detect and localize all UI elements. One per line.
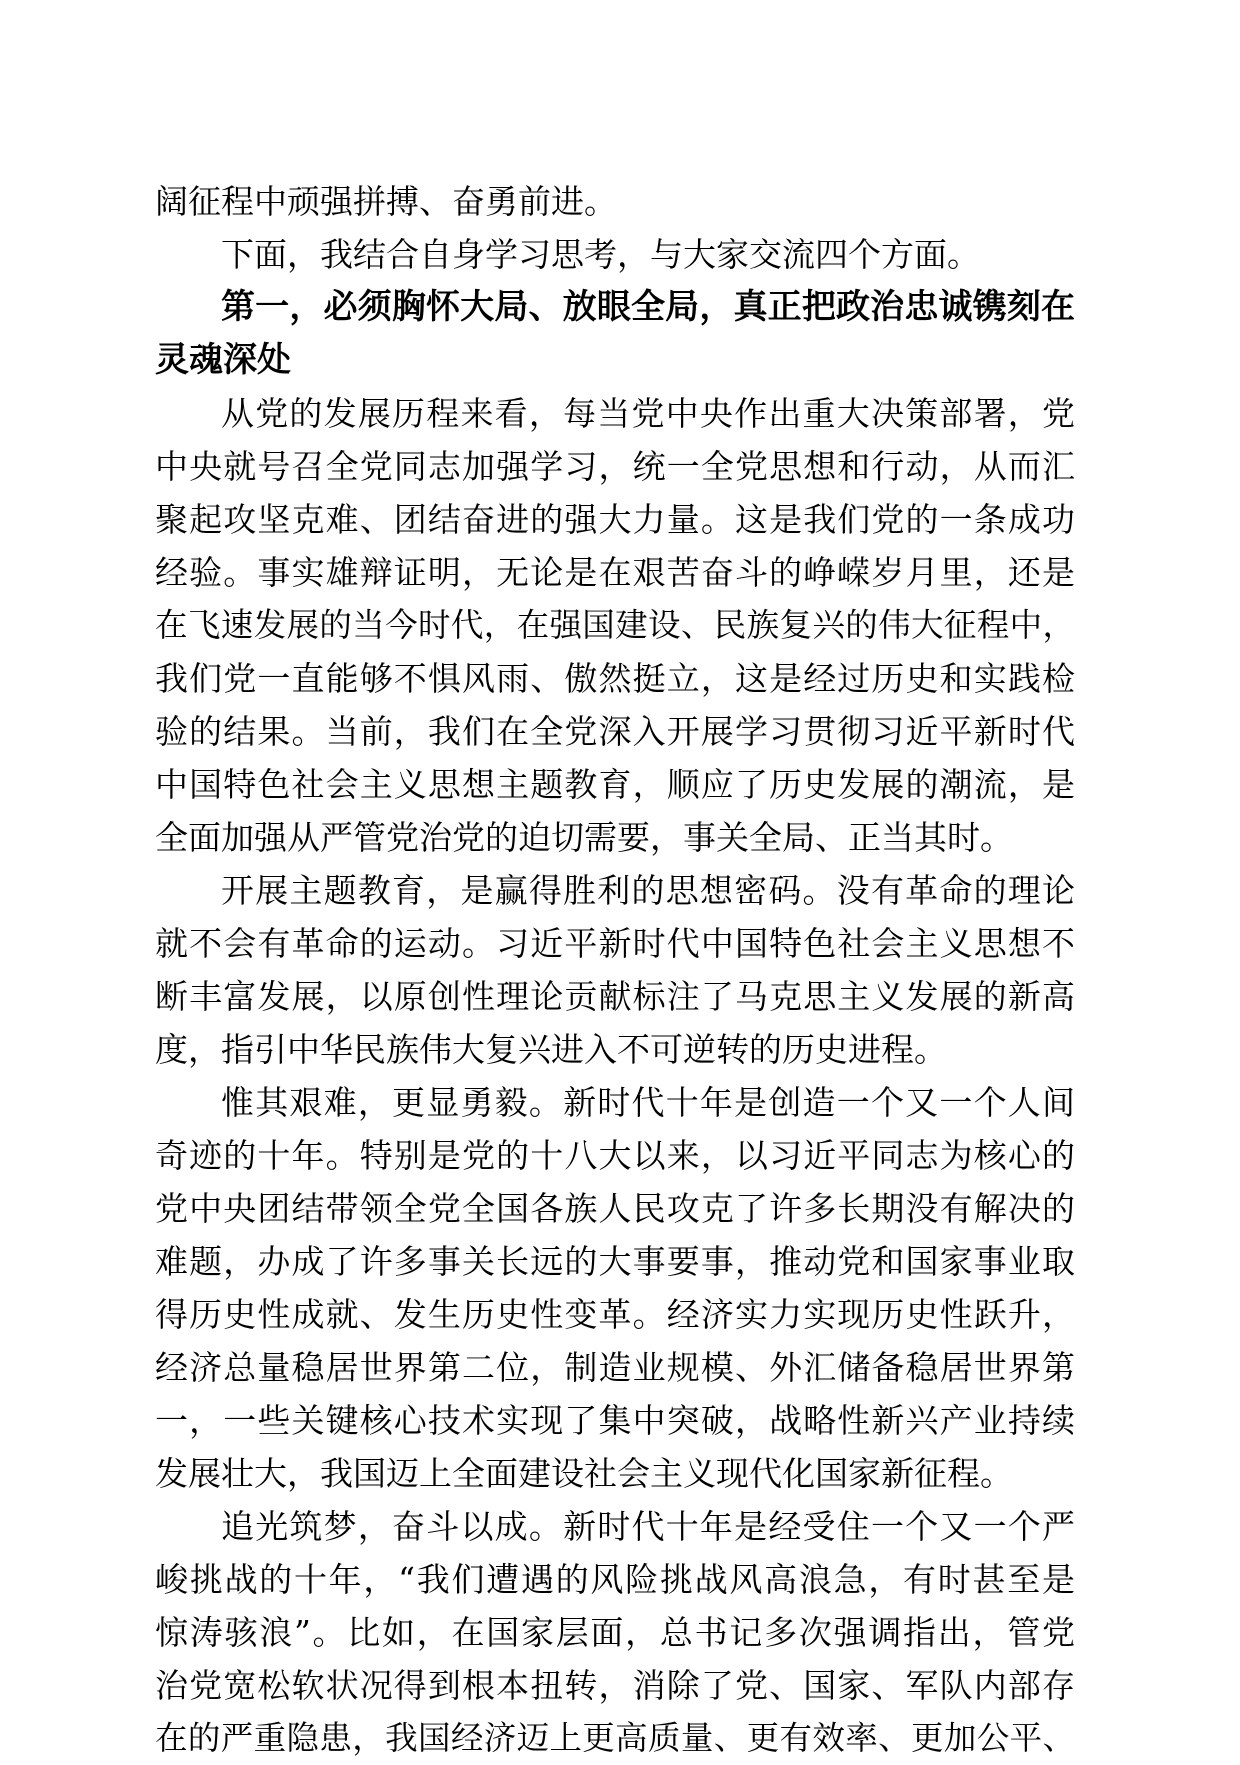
paragraph-line: 得历史性成就、发生历史性变革。经济实力实现历史性跃升， <box>155 1295 1075 1334</box>
paragraph-line: 验的结果。当前，我们在全党深入开展学习贯彻习近平新时代 <box>155 712 1075 751</box>
paragraph-line: 在的严重隐患，我国经济迈上更高质量、更有效率、更加公平、 <box>155 1719 1075 1757</box>
paragraph-line: 度，指引中华民族伟大复兴进入不可逆转的历史进程。 <box>155 1030 947 1069</box>
section-heading-line: 第一，必须胸怀大局、放眼全局，真正把政治忠诚镌刻在 <box>221 287 1075 327</box>
paragraph-line: 开展主题教育，是赢得胜利的思想密码。没有革命的理论 <box>221 871 1075 910</box>
paragraph-line: 就不会有革命的运动。习近平新时代中国特色社会主义思想不 <box>155 924 1075 963</box>
paragraph-line: 发展壮大，我国迈上全面建设社会主义现代化国家新征程。 <box>155 1454 1013 1493</box>
paragraph-line: 难题，办成了许多事关长远的大事要事，推动党和国家事业取 <box>155 1242 1075 1281</box>
paragraph-line: 治党宽松软状况得到根本扭转，消除了党、国家、军队内部存 <box>155 1666 1075 1705</box>
paragraph-line: 在飞速发展的当今时代，在强国建设、民族复兴的伟大征程中， <box>155 606 1075 644</box>
paragraph-line: 经济总量稳居世界第二位，制造业规模、外汇储备稳居世界第 <box>155 1348 1075 1387</box>
paragraph-line: 聚起攻坚克难、团结奋进的强大力量。这是我们党的一条成功 <box>155 500 1075 539</box>
paragraph-line: 追光筑梦，奋斗以成。新时代十年是经受住一个又一个严 <box>221 1507 1075 1546</box>
paragraph-line: 下面，我结合自身学习思考，与大家交流四个方面。 <box>221 235 980 274</box>
paragraph-line: 中国特色社会主义思想主题教育，顺应了历史发展的潮流，是 <box>155 765 1075 804</box>
paragraph-line: 我们党一直能够不惧风雨、傲然挺立，这是经过历史和实践检 <box>155 659 1075 698</box>
paragraph-line: 一，一些关键核心技术实现了集中突破，战略性新兴产业持续 <box>155 1401 1075 1440</box>
paragraph-line: 从党的发展历程来看，每当党中央作出重大决策部署，党 <box>221 394 1075 433</box>
paragraph-line: 断丰富发展，以原创性理论贡献标注了马克思主义发展的新高 <box>155 977 1075 1016</box>
paragraph-line: 阔征程中顽强拼搏、奋勇前进。 <box>155 182 617 221</box>
paragraph-line: 党中央团结带领全党全国各族人民攻克了许多长期没有解决的 <box>155 1189 1075 1228</box>
paragraph-line: 中央就号召全党同志加强学习，统一全党思想和行动，从而汇 <box>155 447 1075 486</box>
paragraph-line: 全面加强从严管党治党的迫切需要，事关全局、正当其时。 <box>155 818 1013 857</box>
paragraph-line: 惟其艰难，更显勇毅。新时代十年是创造一个又一个人间 <box>221 1083 1075 1122</box>
paragraph-line: 经验。事实雄辩证明，无论是在艰苦奋斗的峥嵘岁月里，还是 <box>155 553 1075 592</box>
paragraph-line: 峻挑战的十年，“我们遭遇的风险挑战风高浪急，有时甚至是 <box>155 1560 1075 1599</box>
section-heading-line: 灵魂深处 <box>155 340 291 380</box>
paragraph-line: 奇迹的十年。特别是党的十八大以来，以习近平同志为核心的 <box>155 1136 1075 1175</box>
document-body <box>155 175 1075 1765</box>
paragraph-line: 惊涛骇浪”。比如，在国家层面，总书记多次强调指出，管党 <box>155 1613 1075 1652</box>
